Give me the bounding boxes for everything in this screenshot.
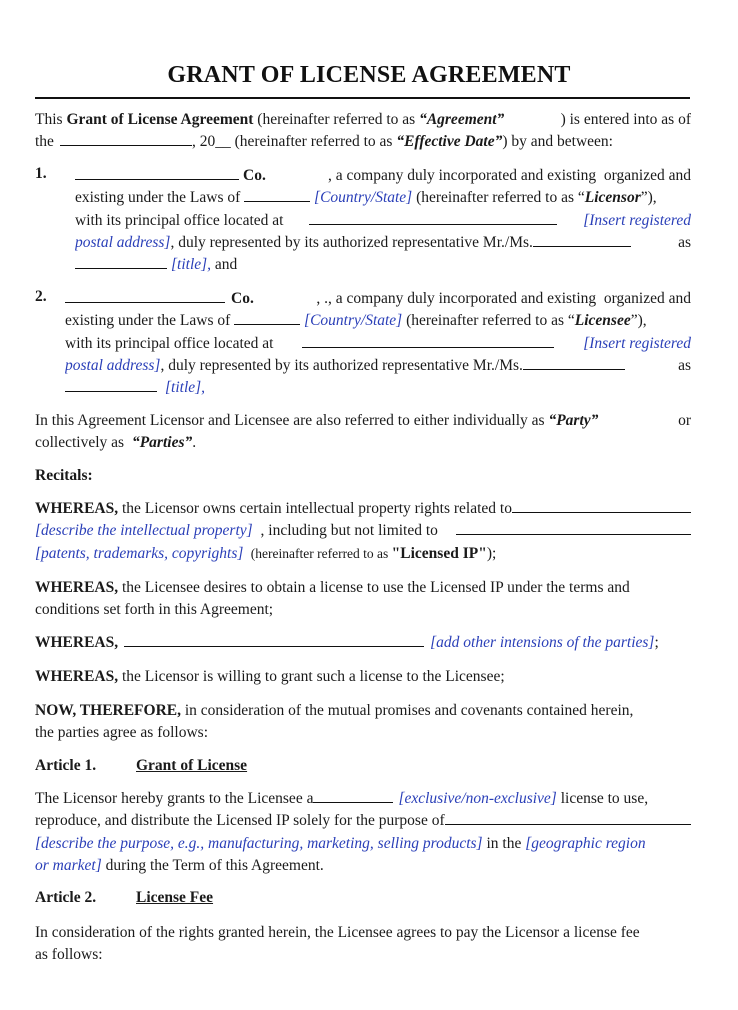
party2-block [65,288,691,399]
whereas-4 [35,666,691,688]
whereas-1-line-3: [patents, trademarks, copyrights] (hereinafter referred to as "Licensed IP" ); [35,544,497,562]
whereas-2 [35,577,691,622]
article1-number: Article 1. [35,757,97,774]
party1-line-3: with its principal office located at [Insert registered [75,211,691,229]
ip-including-blank[interactable] [456,521,691,535]
party1-line-5: [title], and [75,254,691,276]
party2-number: 2. [35,288,47,305]
article1-line-4: or market] during the Term of this Agreement. [35,856,324,874]
whereas-3-line-1: WHEREAS, [add other intensions of the parties] ; [35,634,659,651]
party2-laws-blank[interactable] [234,311,300,325]
party2-rep-blank[interactable] [523,356,625,370]
party1-rep-blank[interactable] [533,233,631,247]
intro-line-1 [35,109,691,131]
date-blank[interactable] [60,132,192,146]
whereas-1 [35,498,691,565]
purpose-blank[interactable] [445,811,691,825]
party2-line-3: with its principal office located at [Insert registered [65,334,691,352]
article2-line-2: as follows: [35,946,103,964]
party1-line-1: Co. , a company duly incorporated and existing organized and [75,165,691,187]
party1-address-blank[interactable] [309,211,557,225]
license-type-blank[interactable] [313,789,393,803]
recitals-heading: Recitals: [35,467,93,484]
party1-title-blank[interactable] [75,255,167,269]
parties-line-1: In this Agreement Licensor and Licensee are also referred to either individually as “Party” or [35,412,691,429]
party1-line-2: existing under the Laws of [Country/State] (hereinafter referred to as “Licensor”), [75,189,657,207]
article2-heading: License Fee [136,889,214,906]
party2-line-1: Co. , ., a company duly incorporated and existing organized and [65,288,691,310]
article2-line-1: In consideration of the rights granted herein, the Licensee agrees to pay the Licensor a license fee [35,924,640,941]
whereas-2-line-2: conditions set forth in this Agreement; [35,601,274,619]
document-title: GRANT OF LICENSE AGREEMENT [167,62,571,88]
whereas-3 [35,632,691,654]
whereas-2-line-1: WHEREAS, the Licensee desires to obtain a license to use the Licensed IP under the terms and [35,579,630,596]
article1-body [35,788,691,877]
whereas-1-line-1: WHEREAS, the Licensor owns certain intellectual property rights related to [35,498,691,520]
other-intentions-blank[interactable] [124,633,424,647]
parties-line-2: collectively as “Parties” . [35,434,197,452]
whereas-4-line-1: WHEREAS, the Licensor is willing to grant such a license to the Licensee; [35,668,505,685]
now-line-2: the parties agree as follows: [35,724,209,742]
party2-address-blank[interactable] [302,334,554,348]
article1-line-2: reproduce, and distribute the Licensed IP solely for the purpose of [35,810,691,832]
whereas-1-line-2: [describe the intellectual property] , including but not limited to [35,520,691,542]
party1-number: 1. [35,165,47,182]
article1-line-1: The Licensor hereby grants to the Licensee a [exclusive/non-exclusive] license to use, [35,790,649,807]
party2-name-blank[interactable] [65,289,225,303]
intro-text: This Grant of License Agreement (hereinafter referred to as “Agreement” [35,111,505,128]
parties-paragraph [35,410,691,455]
article1-line-3: [describe the purpose, e.g., manufacturing, marketing, selling products] in the [geographic region [35,834,646,852]
now-therefore [35,700,691,745]
party2-line-2: existing under the Laws of [Country/State] (hereinafter referred to as “Licensee”), [65,312,647,330]
party2-line-5: [title], [65,377,691,399]
intro-text-end: ) is entered into as of [560,111,691,128]
intro-line-2: the , 20__ (hereinafter referred to as “Effective Date” ) by and between: [35,133,613,151]
article2-number: Article 2. [35,889,97,906]
party1-name-blank[interactable] [75,166,239,180]
party1-block [75,165,691,276]
intro-paragraph [35,109,691,154]
party2-line-4: postal address], duly represented by its authorized representative Mr./Ms. as [65,356,691,374]
ip-related-blank[interactable] [512,499,691,513]
title-underline [35,97,690,99]
now-line-1: NOW, THEREFORE, in consideration of the mutual promises and covenants contained herein, [35,702,634,719]
article2-body [35,922,691,967]
party1-line-4: postal address], duly represented by its authorized representative Mr./Ms. as [75,233,691,251]
party2-title-blank[interactable] [65,378,157,392]
party1-laws-blank[interactable] [244,188,310,202]
article1-heading: Grant of License [136,757,248,774]
